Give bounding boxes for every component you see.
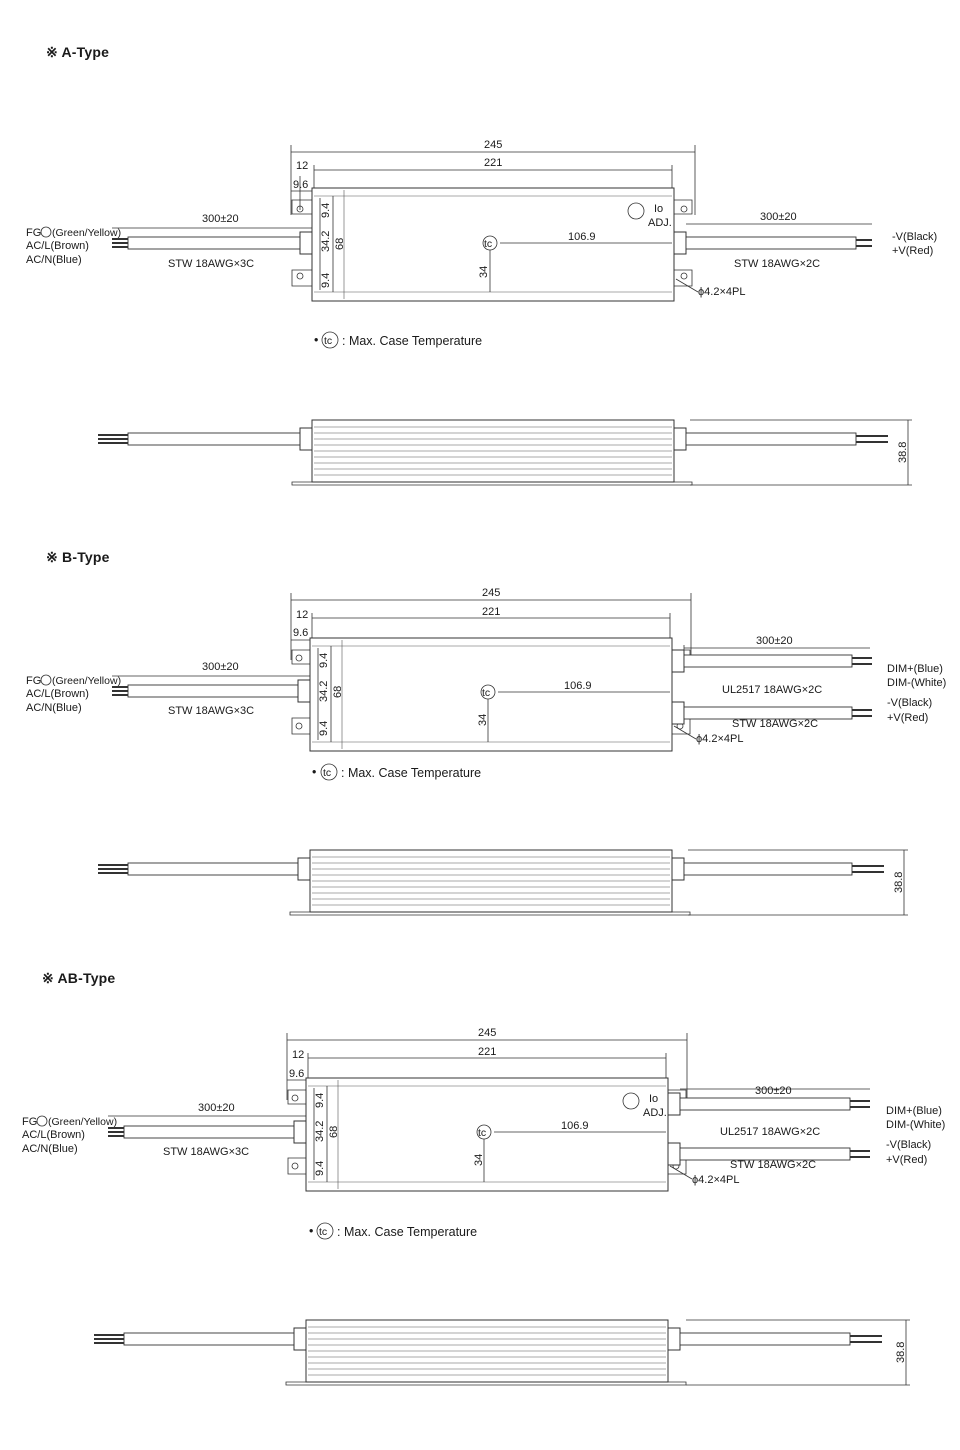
- b-acl: AC/L(Brown): [26, 688, 89, 700]
- ab-h34: 34: [473, 1153, 485, 1166]
- a-h94a: 9.4: [320, 202, 332, 218]
- ab-dimneg: DIM-(White): [886, 1119, 946, 1131]
- b-cable-out-spec: STW 18AWG×2C: [732, 718, 819, 730]
- ab-dim-wire-ends: [850, 1101, 870, 1107]
- section-title-ab: ※ AB-Type: [42, 970, 116, 986]
- b-dim-wire-ends: [852, 658, 872, 664]
- b-len-total: 245: [482, 587, 501, 599]
- a-output-cable: [686, 237, 856, 249]
- a-d1069: 106.9: [568, 231, 596, 243]
- b-fg: FG: [26, 675, 42, 687]
- ab-fg: FG: [22, 1116, 38, 1128]
- b-off-12: 12: [296, 609, 309, 621]
- b-height: 38.8: [893, 871, 905, 893]
- a-h68: 68: [334, 237, 346, 250]
- ab-cable-in-len: 300±20: [198, 1102, 235, 1114]
- bullet-icon: •: [312, 765, 317, 779]
- ab-cable-out-len: 300±20: [755, 1085, 792, 1097]
- a-output-wire-ends: [856, 240, 872, 246]
- a-len-case: 221: [484, 157, 503, 169]
- b-note: : Max. Case Temperature: [341, 766, 482, 780]
- ab-input-cable: [124, 1126, 300, 1138]
- b-hole: ϕ4.2×4PL: [696, 733, 744, 745]
- ab-h342: 34.2: [314, 1120, 326, 1142]
- ab-h94b: 9.4: [314, 1160, 326, 1176]
- ab-len-total: 245: [478, 1027, 497, 1039]
- bullet-icon: •: [309, 1224, 314, 1238]
- b-cable-out-len: 300±20: [756, 635, 793, 647]
- ab-d1069: 106.9: [561, 1120, 589, 1132]
- b-cable-in-spec: STW 18AWG×3C: [168, 705, 255, 717]
- a-fg: FG: [26, 227, 42, 239]
- a-case-top-view: [312, 188, 674, 301]
- b-dimneg: DIM-(White): [887, 677, 947, 689]
- ab-cable-in-spec: STW 18AWG×3C: [163, 1146, 250, 1158]
- b-cable-in-len: 300±20: [202, 661, 239, 673]
- a-cable-in-len: 300±20: [202, 213, 239, 225]
- ground-icon: [41, 675, 51, 685]
- b-input-wire-ends: [112, 687, 128, 695]
- a-height: 38.8: [897, 441, 909, 463]
- b-note-tc: tc: [323, 767, 332, 779]
- b-off-96: 9.6: [293, 627, 309, 639]
- b-type-diagram: [0, 520, 960, 960]
- a-h34: 34: [478, 265, 490, 278]
- b-output-wire-ends: [852, 710, 872, 716]
- ab-note: : Max. Case Temperature: [337, 1225, 478, 1239]
- b-dim-cable: [684, 655, 852, 667]
- a-hole: ϕ4.2×4PL: [698, 286, 746, 298]
- b-dim-spec: UL2517 18AWG×2C: [722, 684, 823, 696]
- b-h34: 34: [477, 713, 489, 726]
- section-title-b: ※ B-Type: [46, 549, 110, 565]
- b-vpos: +V(Red): [887, 712, 929, 724]
- ab-output-wire-ends: [850, 1151, 870, 1157]
- b-h94b: 9.4: [318, 720, 330, 736]
- ab-height: 38.8: [895, 1341, 907, 1363]
- a-h342: 34.2: [320, 230, 332, 252]
- a-vpos: +V(Red): [892, 245, 934, 257]
- b-fg-desc: (Green/Yellow): [52, 675, 122, 687]
- ab-dim-spec: UL2517 18AWG×2C: [720, 1126, 821, 1138]
- ab-fg-desc: (Green/Yellow): [48, 1116, 118, 1128]
- section-title-a: ※ A-Type: [46, 44, 110, 60]
- b-tc-label: tc: [482, 687, 491, 699]
- b-d1069: 106.9: [564, 680, 592, 692]
- ground-icon: [41, 227, 51, 237]
- b-dimpos: DIM+(Blue): [887, 663, 943, 675]
- a-adj: ADJ.: [648, 217, 672, 229]
- ab-dim-cable: [680, 1098, 850, 1110]
- ab-input-wire-ends: [108, 1128, 124, 1136]
- ab-type-diagram: [0, 980, 960, 1450]
- ab-io: Io: [649, 1093, 659, 1105]
- b-acn: AC/N(Blue): [26, 702, 82, 714]
- b-case-top-view: [310, 638, 672, 751]
- a-side-view: [98, 420, 912, 485]
- a-vneg: -V(Black): [892, 231, 938, 243]
- b-h68: 68: [332, 685, 344, 698]
- ab-vpos: +V(Red): [886, 1154, 928, 1166]
- a-off-96: 9.6: [293, 179, 309, 191]
- a-len-total: 245: [484, 139, 503, 151]
- b-vneg: -V(Black): [887, 697, 933, 709]
- ab-h94a: 9.4: [314, 1092, 326, 1108]
- ab-side-view: [94, 1320, 910, 1385]
- ab-acl: AC/L(Brown): [22, 1129, 85, 1141]
- a-type-diagram: [0, 0, 960, 500]
- bullet-icon: •: [314, 333, 319, 347]
- b-h94a: 9.4: [318, 652, 330, 668]
- a-acn: AC/N(Blue): [26, 254, 82, 266]
- b-side-view: [98, 850, 908, 915]
- a-cable-out-spec: STW 18AWG×2C: [734, 258, 821, 270]
- ab-cable-out-spec: STW 18AWG×2C: [730, 1159, 817, 1171]
- a-acl: AC/L(Brown): [26, 240, 89, 252]
- a-tc-label: tc: [484, 238, 493, 250]
- a-note: : Max. Case Temperature: [342, 334, 483, 348]
- b-input-cable: [128, 685, 304, 697]
- a-off-12: 12: [296, 160, 309, 172]
- ab-h68: 68: [328, 1125, 340, 1138]
- ab-acn: AC/N(Blue): [22, 1143, 78, 1155]
- ab-adj: ADJ.: [643, 1107, 667, 1119]
- ab-len-case: 221: [478, 1046, 497, 1058]
- ab-tc-label: tc: [478, 1127, 487, 1139]
- ab-hole: ϕ4.2×4PL: [692, 1174, 740, 1186]
- b-h342: 34.2: [318, 680, 330, 702]
- ab-vneg: -V(Black): [886, 1139, 932, 1151]
- b-len-case: 221: [482, 606, 501, 618]
- ab-off-12: 12: [292, 1049, 305, 1061]
- ab-dimpos: DIM+(Blue): [886, 1105, 942, 1117]
- a-h94b: 9.4: [320, 272, 332, 288]
- ab-note-tc: tc: [319, 1226, 328, 1238]
- a-input-wire-ends: [112, 239, 128, 247]
- a-input-cable: [128, 237, 306, 249]
- a-note-tc: tc: [324, 335, 333, 347]
- ground-icon: [37, 1116, 47, 1126]
- a-io: Io: [654, 203, 664, 215]
- a-cable-in-spec: STW 18AWG×3C: [168, 258, 255, 270]
- ab-case-top-view: [306, 1078, 668, 1191]
- a-fg-desc: (Green/Yellow): [52, 227, 122, 239]
- ab-off-96: 9.6: [289, 1068, 305, 1080]
- a-cable-out-len: 300±20: [760, 211, 797, 223]
